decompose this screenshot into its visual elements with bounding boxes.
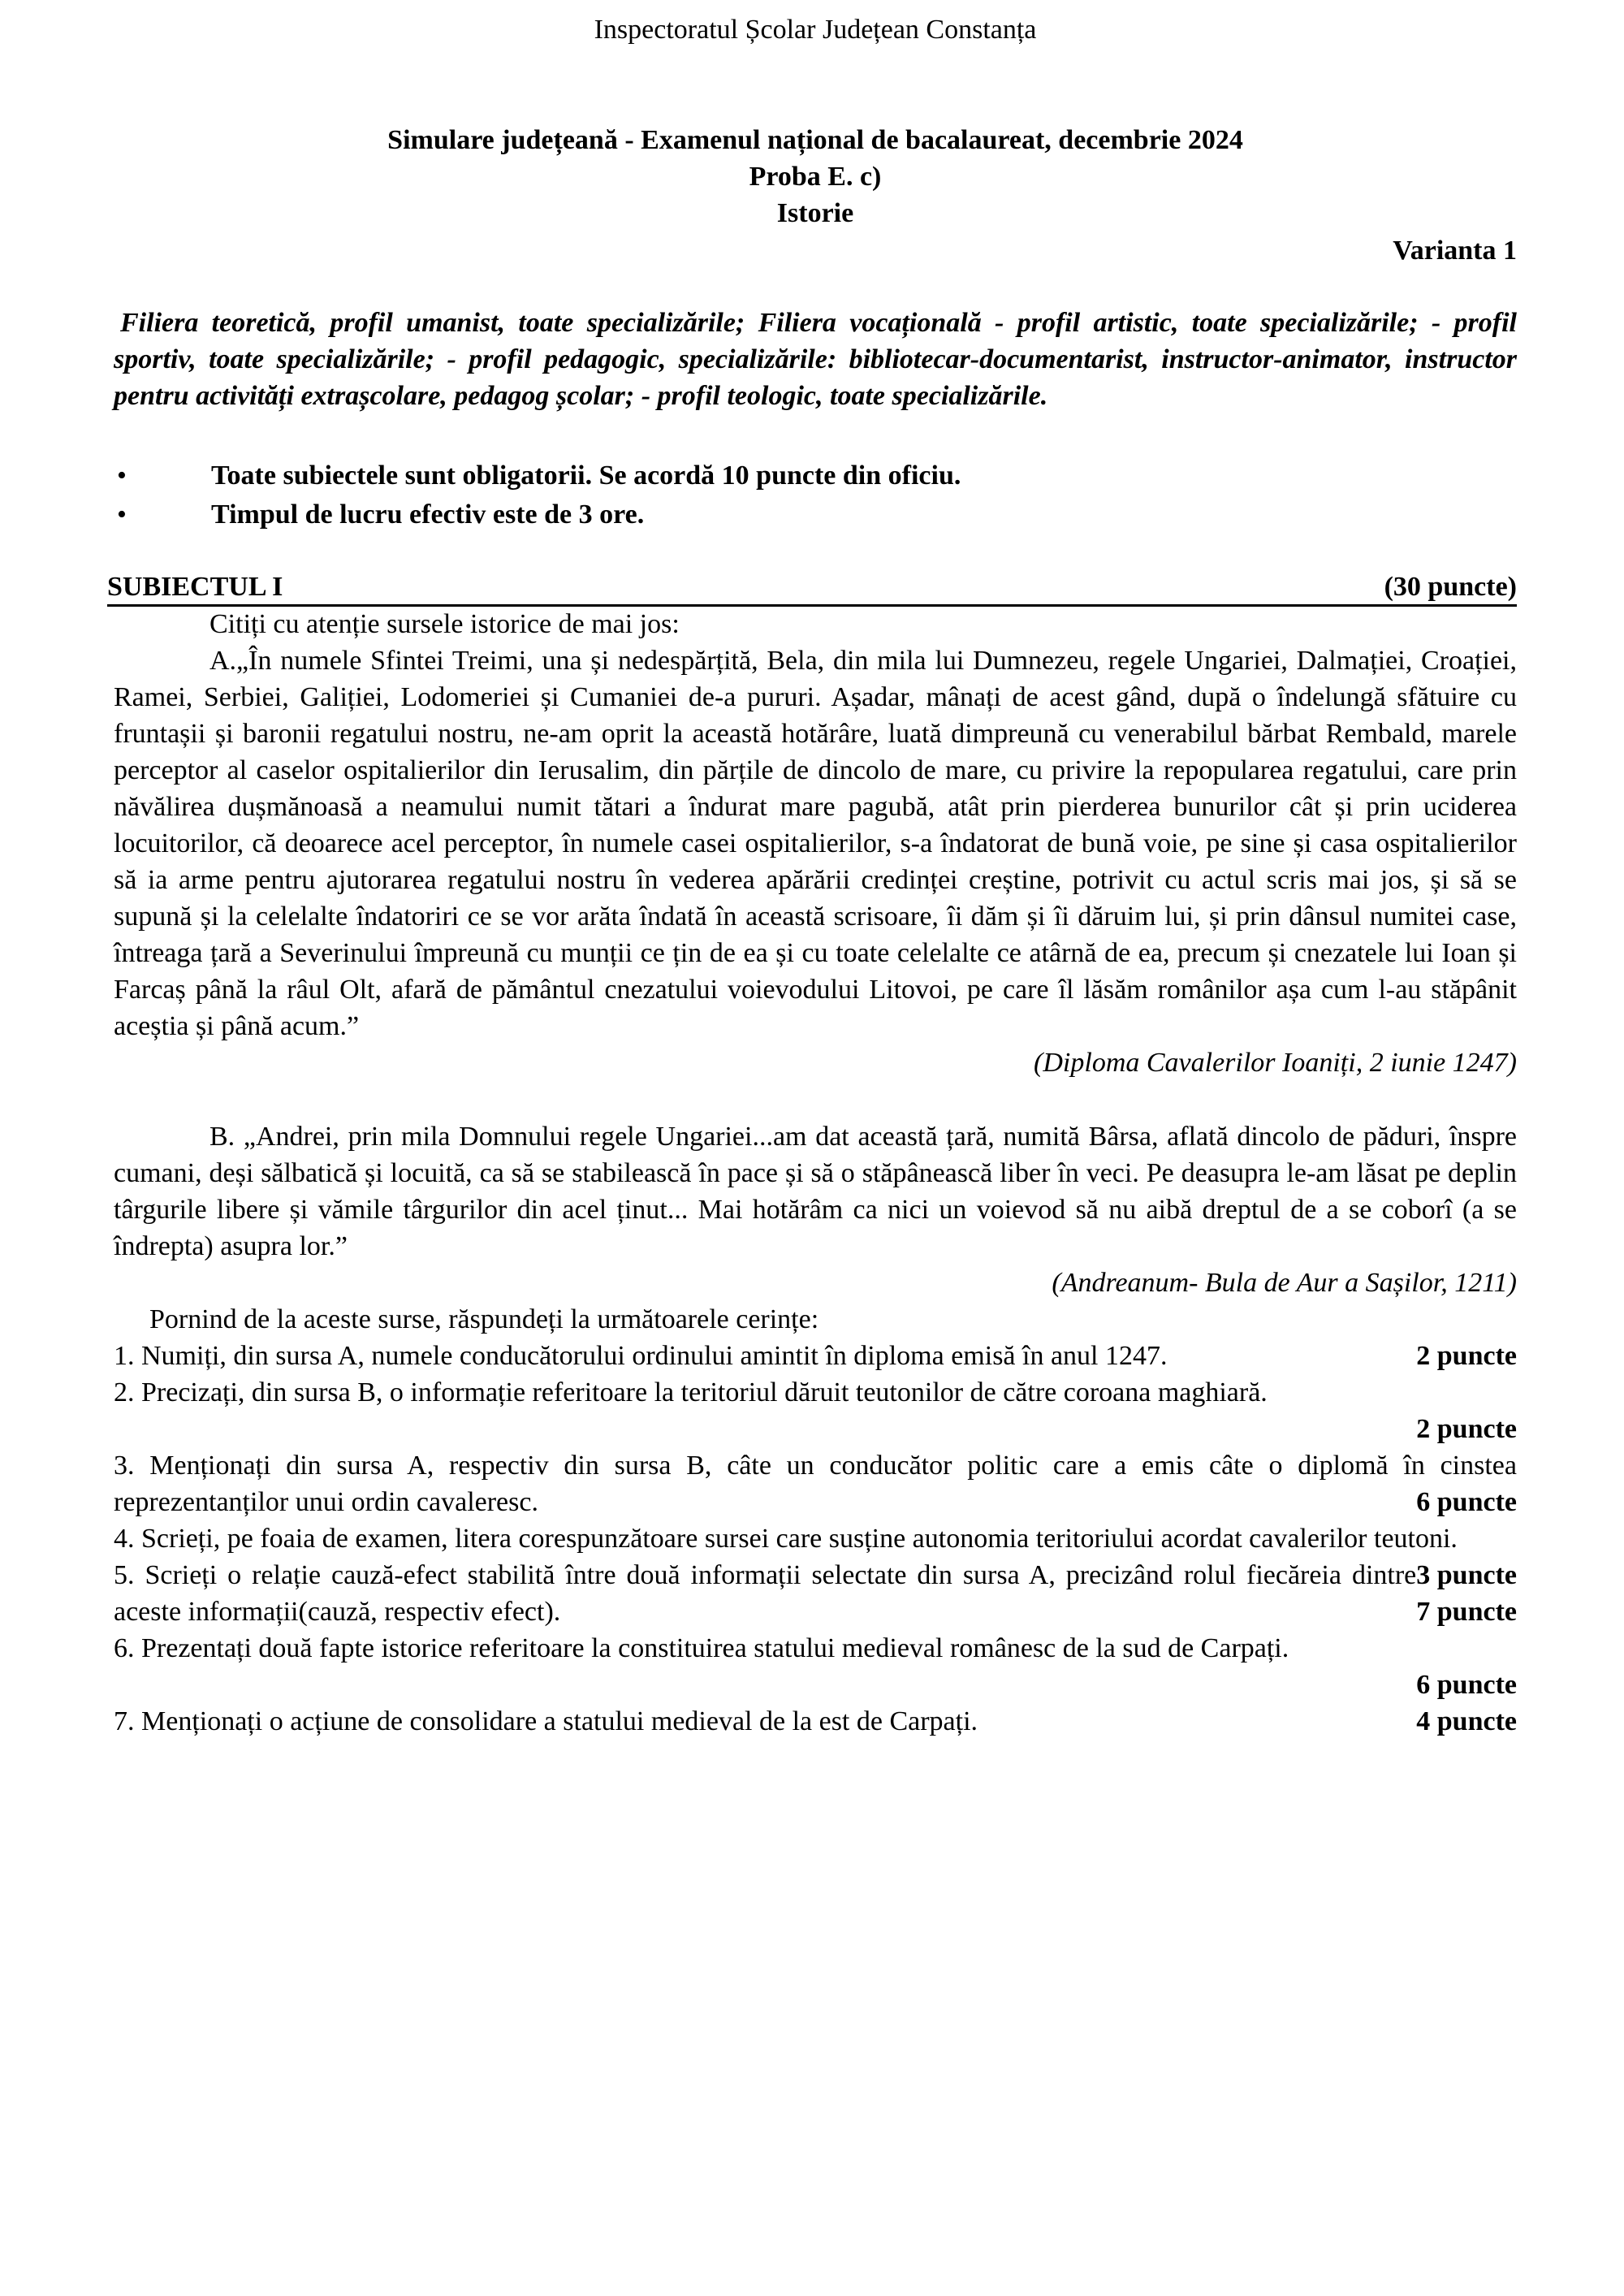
filiera-description: Filiera teoretică, profil umanist, toate specializările; Filiera vocațională - profil artistic, toate specializările; - profil sportiv, toate specializările; - profil pedagogic, specializările: bibliotecar-documentarist, instructor-animator, instructor pentru activități extrașcolare, pedagog școlar; - profil teologic, toate specializările. — [114, 308, 1517, 411]
question-text: 3. Menționați din sursa A, respectiv din sursa B, câte un conducător politic care a emis câte o diplomă în cinstea reprezentanților unui ordin cavaleresc. — [114, 1451, 1517, 1517]
question-7 — [114, 1703, 1517, 1740]
exam-title — [114, 122, 1517, 231]
subject-content — [114, 606, 1517, 1740]
instruction-item — [114, 496, 1517, 535]
source-a-text: A.„În numele Sfintei Treimi, una și nedespărțită, Bela, din mila lui Dumnezeu, regele Ungariei, Dalmației, Croației, Ramei, Serbiei, Galiției, Lodomeriei și Cumaniei de-a pururi. Așadar, mânați de acest gând, după o îndelungă sfătuire cu fruntașii și baronii regatului nostru, ne-am oprit la această hotărâre, luată dimpreună cu venerabilul bărbat Rembald, marele perceptor al caselor ospitalierilor din Ierusalim, din părțile de dincolo de mare, cu privire la repopularea regatului, care prin năvălirea dușmănoasă a neamului numit tătari a îndurat mare pagubă, atât prin pierderea bunurilor cât și prin uciderea locuitorilor, că deoarece acel perceptor, în numele casei ospitalierilor, s-a îndatorat de bună voie, pe sine și casa ospitalierilor să ia arme pentru ajutorarea regatului nostru în vederea apărării credinței creștine, potrivit cu actul scris mai jos, și să se supună și la celelalte îndatoriri ce se vor arăta îndată în această scrisoare, îi dăm și îi dăruim lui, și prin dânsul numitei case, întreaga țară a Severinului împreună cu munții ce țin de ea și cu toate celelalte ce atârnă de ea, precum și cnezatele lui Ioan și Farcaș până la râul Olt, afară de pământul cnezatului voievodului Litovoi, pe care îl lăsăm românilor așa cum l-au stăpânit aceștia și până acum.” — [114, 646, 1517, 1041]
variant-label: Varianta 1 — [1393, 236, 1517, 266]
source-b-text: B. „Andrei, prin mila Domnului regele Ungariei...am dat această țară, numită Bârsa, aflată dincolo de păduri, înspre cumani, deși sălbatică și locuită, ca să se stabilească în pace și să o stăpânească liber în veci. Pe deasupra le-am lăsat pe deplin târgurile libere și vămile târgurilor din acel ținut... Mai hotărâm ca nici un voievod să nu aibă dreptul de a se coborî (a se îndrepta) asupra lor.” — [114, 1122, 1517, 1261]
spacer — [114, 1081, 1517, 1118]
instruction-text: Timpul de lucru efectiv este de 3 ore. — [211, 499, 645, 530]
source-a-citation: (Diploma Cavalerilor Ioaniți, 2 iunie 1247) — [1034, 1048, 1517, 1078]
question-points: 2 puncte — [1416, 1414, 1517, 1444]
subject-points: (30 puncte) — [1384, 572, 1517, 602]
question-text: 7. Menționați o acțiune de consolidare a statului medieval de la est de Carpați. — [114, 1706, 978, 1736]
subject-heading — [107, 569, 1517, 607]
exam-title-line1: Simulare județeană - Examenul național de bacalaureat, decembrie 2024 — [387, 125, 1243, 155]
instructions-list — [114, 457, 1517, 535]
question-points: 2 puncte — [1416, 1341, 1517, 1371]
question-6 — [114, 1630, 1517, 1703]
question-points: 3 puncte — [1416, 1560, 1517, 1590]
question-4 — [114, 1520, 1517, 1590]
question-points: 6 puncte — [1416, 1670, 1517, 1700]
instruction-item — [114, 457, 1517, 496]
instruction-text: Toate subiectele sunt obligatorii. Se acordă 10 puncte din oficiu. — [211, 460, 961, 491]
bullet-icon: • — [117, 460, 127, 491]
question-points: 7 puncte — [1416, 1597, 1517, 1627]
questions-intro: Pornind de la aceste surse, răspundeți la următoarele cerințe: — [149, 1304, 819, 1334]
source-b-citation: (Andreanum- Bula de Aur a Sașilor, 1211) — [1052, 1268, 1517, 1298]
question-3 — [114, 1447, 1517, 1520]
bullet-icon: • — [117, 499, 127, 530]
question-text: 2. Precizați, din sursa B, o informație referitoare la teritoriul dăruit teutonilor de către coroana maghiară. — [114, 1377, 1268, 1407]
question-points: 6 puncte — [1416, 1487, 1517, 1517]
question-points: 4 puncte — [1416, 1706, 1517, 1736]
question-1 — [114, 1338, 1517, 1374]
question-5 — [114, 1557, 1517, 1630]
exam-title-line3: Istorie — [776, 198, 854, 228]
reading-instruction: Citiți cu atenție sursele istorice de mai jos: — [209, 609, 680, 639]
question-text: 6. Prezentați două fapte istorice referitoare la constituirea statului medieval românesc de la sud de Carpați. — [114, 1633, 1289, 1663]
question-text: 1. Numiți, din sursa A, numele conducătorului ordinului amintit în diploma emisă în anul 1247. — [114, 1341, 1168, 1371]
question-text: 4. Scrieți, pe foaia de examen, litera corespunzătoare sursei care susține autonomia teritoriului acordat cavalerilor teutoni. — [114, 1524, 1458, 1554]
question-text: 5. Scrieți o relație cauză-efect stabilită între două informații selectate din sursa A, precizând rolul fiecăreia dintre aceste informații(cauză, respectiv efect). — [114, 1560, 1417, 1627]
question-2 — [114, 1374, 1517, 1447]
subject-name: SUBIECTUL I — [107, 572, 283, 602]
institution-header: Inspectoratul Școlar Județean Constanța — [594, 15, 1037, 45]
exam-title-line2: Proba E. c) — [749, 162, 882, 192]
